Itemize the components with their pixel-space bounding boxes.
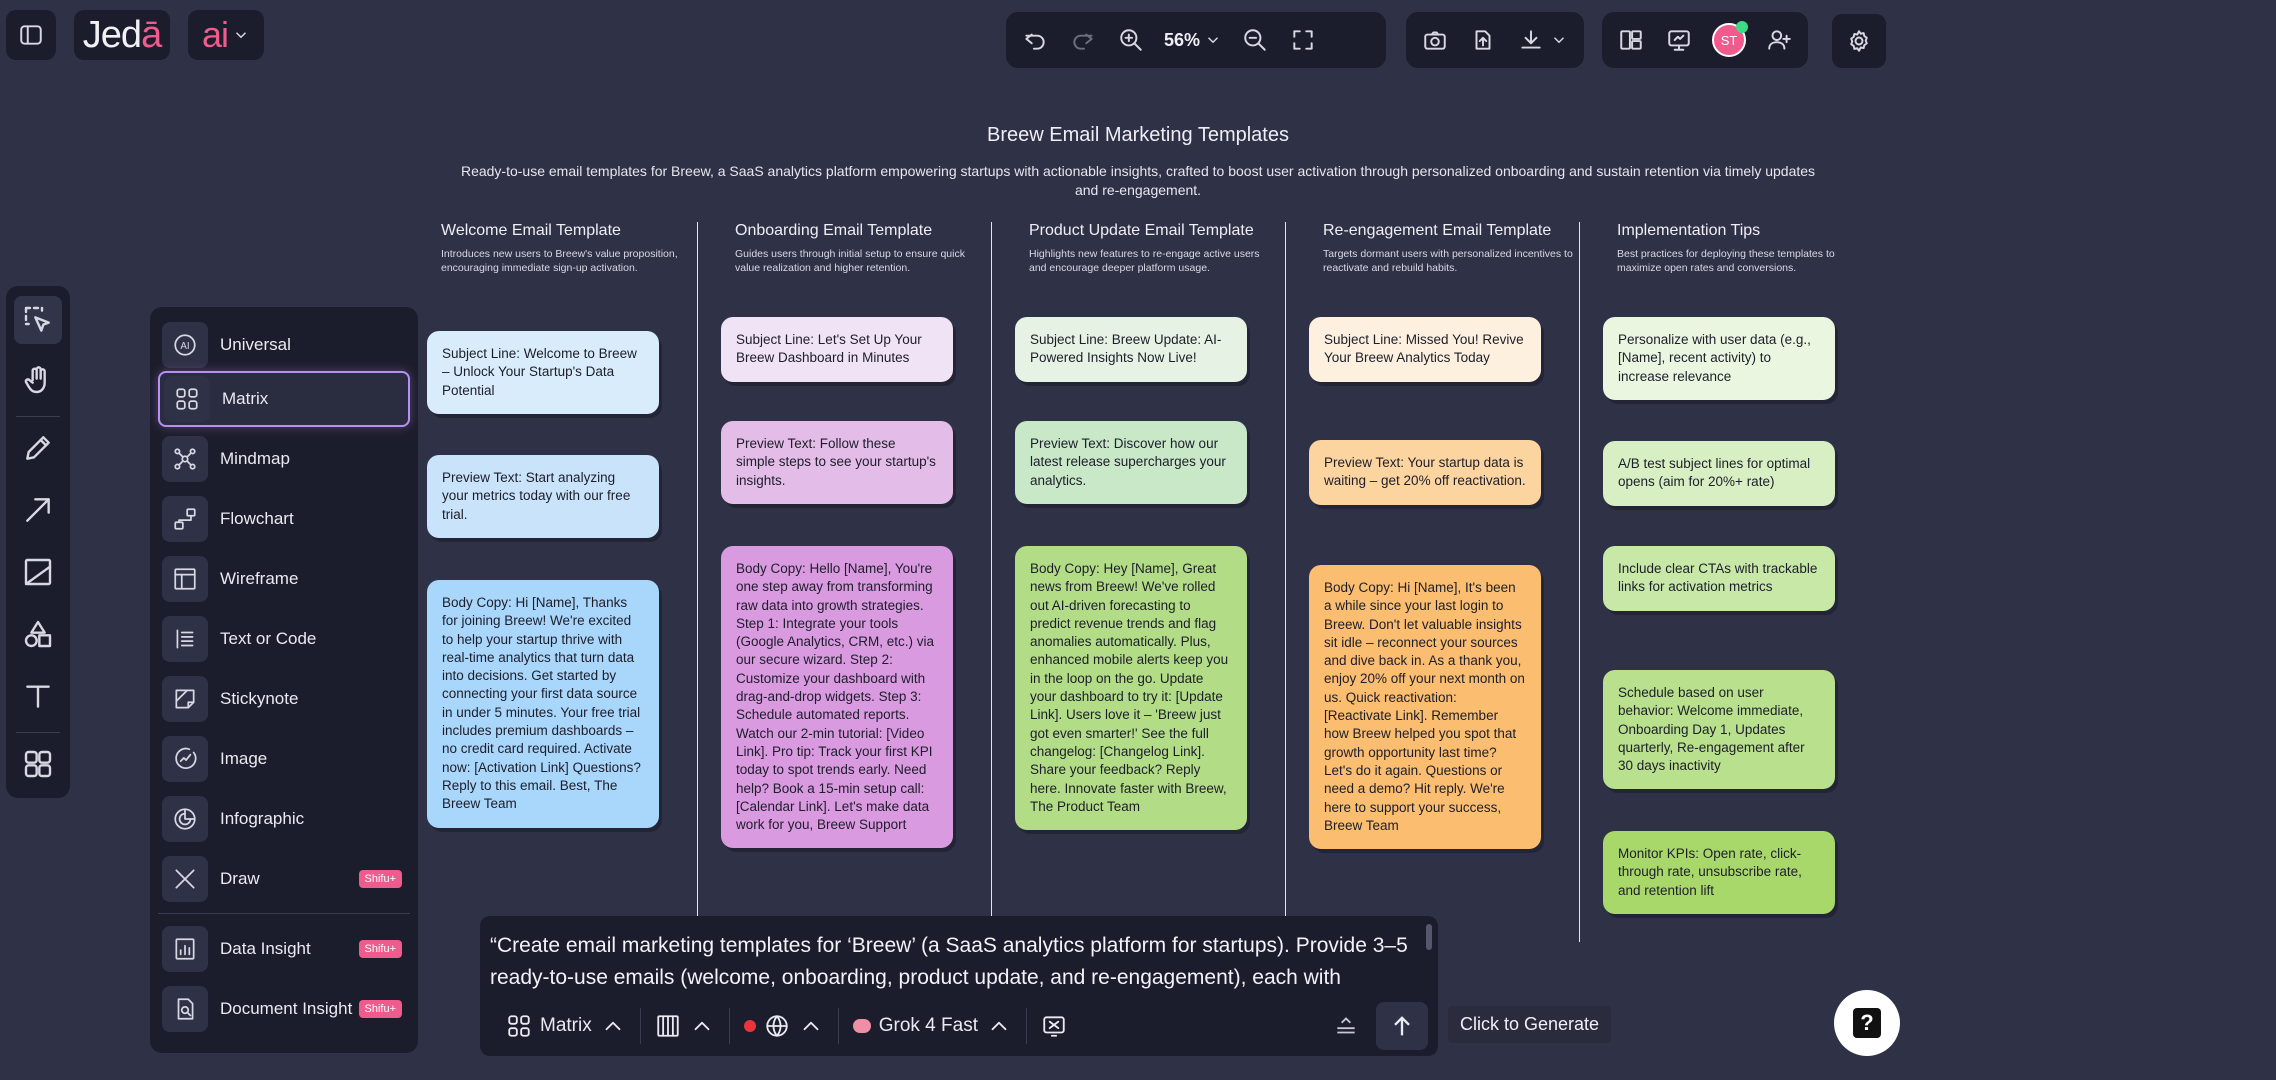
help-button[interactable] [1834, 990, 1900, 1056]
onboarding-preview-card[interactable]: Preview Text: Follow these simple steps to see your startup's insights. [721, 421, 953, 504]
re-engagement-subject-card[interactable]: Subject Line: Missed You! Revive Your Breew Analytics Today [1309, 317, 1541, 382]
attach-button[interactable] [1027, 1008, 1081, 1044]
onboarding-subject-card[interactable]: Subject Line: Let's Set Up Your Breew Dashboard in Minutes [721, 317, 953, 382]
panel-item-label: Draw [220, 869, 260, 888]
tool-rail [6, 286, 70, 798]
welcome-preview-card[interactable]: Preview Text: Start analyzing your metrics today with our free trial. [427, 455, 659, 538]
welcome-subject-card[interactable]: Subject Line: Welcome to Breew – Unlock Your Startup's Data Potential [427, 331, 659, 414]
hand-icon [22, 364, 54, 396]
panel-item-infographic[interactable] [158, 791, 410, 847]
select-tool[interactable] [14, 296, 62, 344]
arrow-icon [22, 494, 54, 526]
mode-select[interactable] [492, 1008, 641, 1044]
export-toolbar [1406, 12, 1584, 68]
text-tool[interactable] [14, 672, 62, 720]
column-header-re-engagement[interactable] [1323, 222, 1573, 275]
panel-item-flowchart[interactable] [158, 491, 410, 547]
history-zoom-toolbar [1006, 12, 1386, 68]
image-icon [162, 736, 208, 782]
panel-item-matrix[interactable] [158, 371, 410, 427]
column-title: Welcome Email Template [441, 222, 621, 239]
tip-card[interactable]: Monitor KPIs: Open rate, click-through rate, unsubscribe rate, and retention lift [1603, 831, 1835, 914]
logo[interactable] [74, 10, 170, 60]
brain-icon [853, 1019, 871, 1033]
panel-item-wireframe[interactable] [158, 551, 410, 607]
avatar[interactable] [1712, 23, 1746, 57]
column-divider [1579, 222, 1580, 942]
add-user-icon[interactable] [1764, 25, 1794, 55]
columns-select[interactable] [641, 1008, 730, 1044]
download-menu[interactable] [1516, 25, 1568, 55]
re-engagement-body-card[interactable]: Body Copy: Hi [Name], It's been a while since your last login to Breew. Don't let valuable insights sit idle – reconnect your sources and dive back in. As a thank you, enjoy 20% off your next month on us. Quick reactivation: [Reactivate Link]. Remember how Breew helped you spot that growth opportunity last time? Let's do it again. Questions or need a demo? Hit reply. We're here to support your success, Breew Team [1309, 565, 1541, 849]
columns-icon [655, 1013, 681, 1039]
tip-card[interactable]: A/B test subject lines for optimal opens (aim for 20%+ rate) [1603, 441, 1835, 506]
panel-item-label: Image [220, 749, 268, 768]
chevron-up-icon [600, 1013, 626, 1039]
shapes-tool[interactable] [14, 610, 62, 658]
column-header-product-update[interactable] [1029, 222, 1279, 275]
generation-type-panel [150, 307, 418, 1053]
image-frame-icon [22, 556, 54, 588]
stickynote-icon [162, 676, 208, 722]
panel-item-text-code[interactable] [158, 611, 410, 667]
record-dot-icon [744, 1020, 756, 1032]
column-header-onboarding[interactable] [735, 222, 985, 275]
product-update-subject-card[interactable]: Subject Line: Breew Update: AI-Powered Insights Now Live! [1015, 317, 1247, 382]
column-description: Highlights new features to re-engage active users and encourage deeper platform usage. [1029, 248, 1260, 274]
canvas-title[interactable]: Breew Email Marketing Templates [987, 124, 1289, 146]
shifu-plus-badge: Shifu+ [359, 1000, 403, 1018]
undo-icon[interactable] [1020, 25, 1050, 55]
panel-item-label: Mindmap [220, 449, 290, 468]
redo-icon[interactable] [1068, 25, 1098, 55]
flowchart-icon [162, 496, 208, 542]
panel-item-label: Wireframe [220, 569, 299, 588]
product-update-body-card[interactable]: Body Copy: Hey [Name], Great news from Breew! We've rolled out AI-driven forecasting to predict revenue trends and flag anomalies automatically. Plus, enhanced mobile alerts keep you in the loop on the go. Update your dashboard to try it: [Update Link]. Users love it – 'Breew just got even smarter!' See the full changelog: [Changelog Link]. Share your feedback? Reply here. Innovate faster with Breew, The Product Team [1015, 546, 1247, 830]
globe-icon [764, 1013, 790, 1039]
logo-accent: ā [141, 13, 162, 56]
welcome-body-card[interactable]: Body Copy: Hi [Name], Thanks for joining Breew! We're excited to help your startup thrive with real-time analytics that turn data into decisions. Get started by connecting your first data source in under 5 minutes. Your free trial includes premium dashboards – no credit card required. Activate now: [Activation Link] Questions? Reply to this email. Best, The Breew Team [427, 580, 659, 828]
universal-icon [162, 322, 208, 368]
panel-divider [158, 913, 410, 914]
online-status-dot [1736, 21, 1748, 33]
collapse-icon [1333, 1013, 1359, 1039]
sidebar-toggle-button[interactable] [6, 10, 56, 60]
draw-icon [162, 856, 208, 902]
canvas-attach-icon [1041, 1013, 1067, 1039]
pencil-tool[interactable] [14, 424, 62, 472]
canvas-subtitle[interactable]: Ready-to-use email templates for Breew, a SaaS analytics platform empowering startups with actionable insights, crafted to boost user activation through personalized onboarding and sustain retention via timely updates and re-engagement. [460, 163, 1816, 198]
matrix-icon [506, 1013, 532, 1039]
panel-item-label: Data Insight [220, 939, 311, 958]
column-divider [991, 222, 992, 916]
present-icon[interactable] [1664, 25, 1694, 55]
column-title: Re-engagement Email Template [1323, 222, 1552, 239]
column-header-implementation-tips[interactable] [1617, 222, 1867, 275]
panel-item-stickynote[interactable] [158, 671, 410, 727]
collapse-button[interactable] [1328, 1008, 1364, 1044]
camera-icon[interactable] [1420, 25, 1450, 55]
avatar-initials: ST [1720, 32, 1738, 48]
mindmap-icon [162, 436, 208, 482]
column-title: Onboarding Email Template [735, 222, 933, 239]
column-divider [1285, 222, 1286, 916]
shifu-plus-badge: Shifu+ [359, 940, 403, 958]
zoom-in-icon[interactable] [1116, 25, 1146, 55]
web-search-toggle[interactable] [730, 1008, 839, 1044]
generate-tooltip: Click to Generate [1448, 1006, 1611, 1043]
panel-item-draw[interactable] [158, 851, 410, 907]
rail-divider [16, 732, 60, 733]
shapes-icon [22, 618, 54, 650]
upload-icon[interactable] [1468, 25, 1498, 55]
column-header-welcome[interactable] [441, 222, 691, 275]
zoom-level: 56% [1164, 29, 1201, 50]
arrow-up-icon [1388, 1012, 1416, 1040]
chevron-down-icon [1550, 31, 1568, 49]
grid-icon [22, 748, 54, 780]
layout-icon[interactable] [1616, 25, 1646, 55]
fit-screen-icon[interactable] [1288, 25, 1318, 55]
panel-item-label: Universal [220, 335, 291, 354]
panel-item-data-insight[interactable] [158, 921, 410, 977]
panel-item-label: Matrix [222, 389, 269, 408]
logo-text: Jed [82, 13, 142, 56]
wireframe-icon [162, 556, 208, 602]
model-label: Grok 4 Fast [878, 1015, 978, 1036]
select-cursor-icon [22, 304, 54, 336]
matrix-icon [164, 376, 210, 422]
ai-menu-button[interactable] [188, 10, 264, 60]
chevron-up-icon [986, 1013, 1012, 1039]
panel-item-universal[interactable] [158, 317, 410, 373]
column-description: Targets dormant users with personalized incentives to reactivate and rebuild habits. [1323, 248, 1573, 274]
scrollbar[interactable] [1426, 924, 1432, 950]
chevron-up-icon [798, 1013, 824, 1039]
prompt-box [480, 916, 1438, 1056]
help-icon: ? [1853, 1008, 1881, 1038]
panel-item-document-insight[interactable] [158, 981, 410, 1037]
zoom-select[interactable] [1164, 30, 1222, 51]
prompt-toolbar [480, 996, 1438, 1056]
tip-card[interactable]: Schedule based on user behavior: Welcome immediate, Onboarding Day 1, Updates quarterly, Re-engagement after 30 days inactivity [1603, 670, 1835, 789]
product-update-preview-card[interactable]: Preview Text: Discover how our latest release supercharges your analytics. [1015, 421, 1247, 504]
gear-icon [1844, 26, 1874, 56]
chevron-up-icon [689, 1013, 715, 1039]
svg-text:AI: AI [180, 340, 190, 352]
zoom-out-icon[interactable] [1240, 25, 1270, 55]
column-description: Introduces new users to Breew's value proposition, encouraging immediate sign-up activation. [441, 248, 678, 274]
hand-tool[interactable] [14, 356, 62, 404]
ai-label: ai [201, 14, 229, 55]
panel-item-label: Infographic [220, 809, 305, 828]
mode-label: Matrix [540, 1015, 592, 1036]
panel-item-image[interactable] [158, 731, 410, 787]
panel-item-mindmap[interactable] [158, 431, 410, 487]
templates-tool[interactable] [14, 740, 62, 788]
infographic-icon [162, 796, 208, 842]
panel-item-label: Stickynote [220, 689, 299, 708]
prompt-input[interactable]: “Create email marketing templates for ‘Breew’ (a SaaS analytics platform for startups). Provide 3–5 ready-to-use emails (welcome, onboarding, product update, and re-engagement), each with [490, 934, 1408, 989]
column-description: Best practices for deploying these templates to maximize open rates and conversions. [1617, 248, 1835, 274]
column-title: Product Update Email Template [1029, 222, 1254, 239]
image-frame-tool[interactable] [14, 548, 62, 596]
rail-divider [16, 416, 60, 417]
column-description: Guides users through initial setup to ensure quick value realization and higher retention. [735, 248, 965, 274]
tip-card[interactable]: Include clear CTAs with trackable links for activation metrics [1603, 546, 1835, 611]
column-divider [697, 222, 698, 916]
text-icon [22, 680, 54, 712]
pencil-icon [22, 432, 54, 464]
settings-button[interactable] [1832, 14, 1886, 68]
document-insight-icon [162, 986, 208, 1032]
chevron-down-icon [1204, 31, 1222, 49]
model-select[interactable] [839, 1008, 1027, 1044]
download-icon [1516, 25, 1546, 55]
tip-card[interactable]: Personalize with user data (e.g., [Name], recent activity) to increase relevance [1603, 317, 1835, 400]
re-engagement-preview-card[interactable]: Preview Text: Your startup data is waiting – get 20% off reactivation. [1309, 440, 1541, 505]
collab-toolbar [1602, 12, 1808, 68]
panel-item-label: Flowchart [220, 509, 294, 528]
generate-button[interactable] [1376, 1002, 1428, 1050]
data-insight-icon [162, 926, 208, 972]
shifu-plus-badge: Shifu+ [359, 870, 403, 888]
column-title: Implementation Tips [1617, 222, 1761, 239]
sidebar-panel-icon [16, 20, 46, 50]
onboarding-body-card[interactable]: Body Copy: Hello [Name], You're one step away from transforming raw data into growth strategies. Step 1: Integrate your tools (Google Analytics, CRM, etc.) via our secure wizard. Step 2: Customize your dashboard with drag-and-drop widgets. Step 3: Schedule automated reports. Watch our 2-min tutorial: [Video Link]. Pro tip: Track your first KPI today to spot trends early. Need help? Book a 15-min setup call: [Calendar Link]. Let's make data work for you, Breew Support [721, 546, 953, 848]
panel-item-label: Document Insight [220, 999, 353, 1018]
text-code-icon [162, 616, 208, 662]
arrow-tool[interactable] [14, 486, 62, 534]
panel-item-label: Text or Code [220, 629, 317, 648]
chevron-down-icon [232, 26, 250, 44]
